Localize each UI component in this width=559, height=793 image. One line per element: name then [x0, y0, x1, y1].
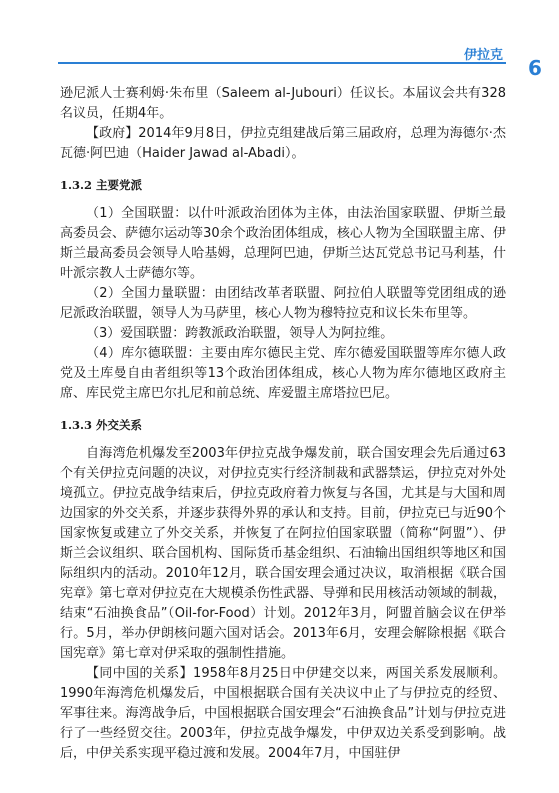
party-item-3: （3）爱国联盟：跨教派政治联盟，领导人为阿拉维。	[86, 326, 394, 341]
header-rule	[58, 62, 506, 64]
section-heading-parties: 1.3.2 主要党派	[60, 178, 143, 192]
page-body	[60, 84, 506, 764]
party-item-4: （4）库尔德联盟：主要由库尔德民主党、库尔德爱国联盟等库尔德人政党及土库曼自由者组织等13个政治团体组成，核心人物为库尔德地区政府主席、库民党主席巴尔扎尼和前总统、库爱盟主席塔拉巴尼。	[60, 346, 506, 401]
intro-paragraph: 逊尼派人士赛利姆·朱布里（Saleem al-Jubouri）任议长。本届议会共有328名议员，任期4年。	[60, 86, 506, 121]
china-relations-paragraph: 【同中国的关系】1958年8月25日中伊建交以来，两国关系发展顺利。1990年海湾危机爆发后，中国根据联合国有关决议中止了与伊拉克的经贸、军事往来。海湾战争后，中国根据联合国安理会“石油换食品”计划与伊拉克进行了一些经贸交往。2003年，伊拉克战争爆发，中伊双边关系受到影响。战后，中伊关系实现平稳过渡和发展。2004年7月，中国驻伊	[60, 666, 506, 761]
foreign-relations-paragraph: 自海湾危机爆发至2003年伊拉克战争爆发前，联合国安理会先后通过63个有关伊拉克问题的决议，对伊拉克实行经济制裁和武器禁运，伊拉克对外处境孤立。伊拉克战争结束后，伊拉克政府着力恢复与各国，尤其是与大国和周边国家的外交关系，并逐步获得外界的承认和支持。目前，伊拉克已与近90个国家恢复或建立了外交关系，并恢复了在阿拉伯国家联盟（简称“阿盟”）、伊斯兰会议组织、联合国机构、国际货币基金组织、石油输出国组织等地区和国际组织内的活动。2010年12月，联合国安理会通过决议，取消根据《联合国宪章》第七章对伊拉克在大规模杀伤性武器、导弹和民用核活动领域的制裁，结束“石油换食品”（Oil-for-Food）计划。2012年3月，阿盟首脑会议在伊举行。5月，举办伊朗核问题六国对话会。2013年6月，安理会解除根据《联合国宪章》第七章对伊采取的强制性措施。	[60, 446, 506, 661]
government-paragraph: 【政府】2014年9月8日，伊拉克组建战后第三届政府，总理为海德尔·杰瓦德·阿巴迪（Haider Jawad al-Abadi）。	[60, 126, 506, 161]
page-number: 6	[528, 56, 542, 80]
party-item-2: （2）全国力量联盟：由团结改革者联盟、阿拉伯人联盟等党团组成的逊尼派政治联盟，领导人为马萨里，核心人物为穆特拉克和议长朱布里等。	[60, 286, 506, 321]
running-header-title: 伊拉克	[463, 48, 503, 63]
section-heading-foreign-relations: 1.3.3 外交关系	[60, 418, 143, 432]
party-item-1: （1）全国联盟：以什叶派政治团体为主体，由法治国家联盟、伊斯兰最高委员会、萨德尔运动等30余个政治团体组成，核心人物为全国联盟主席、伊斯兰最高委员会领导人哈基姆，总理阿巴迪，伊斯兰达瓦党总书记马利基，什叶派宗教人士萨德尔等。	[60, 206, 506, 281]
